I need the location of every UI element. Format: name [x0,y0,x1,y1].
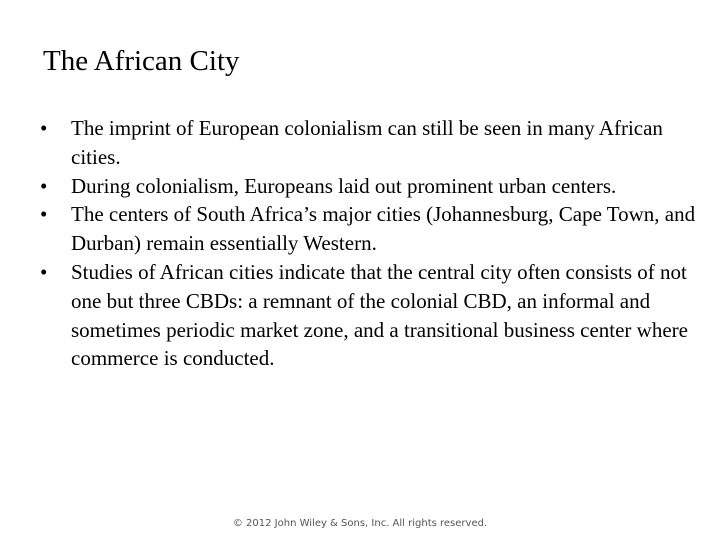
bullet-item: • The centers of South Africa’s major cities (Johannesburg, Cape Town, and Durban) remain essentially Western. [40,200,700,258]
bullet-item: • Studies of African cities indicate that the central city often consists of not one but three CBDs: a remnant of the colonial CBD, an informal and sometimes periodic market zone, and a transitional business center where commerce is conducted. [40,258,700,373]
slide-title: The African City [43,45,240,77]
copyright-footer: © 2012 John Wiley & Sons, Inc. All rights reserved. [232,518,488,529]
bullet-list [40,114,700,373]
bullet-item: • The imprint of European colonialism can still be seen in many African cities. [40,114,700,172]
bullet-item: • During colonialism, Europeans laid out prominent urban centers. [40,172,700,201]
